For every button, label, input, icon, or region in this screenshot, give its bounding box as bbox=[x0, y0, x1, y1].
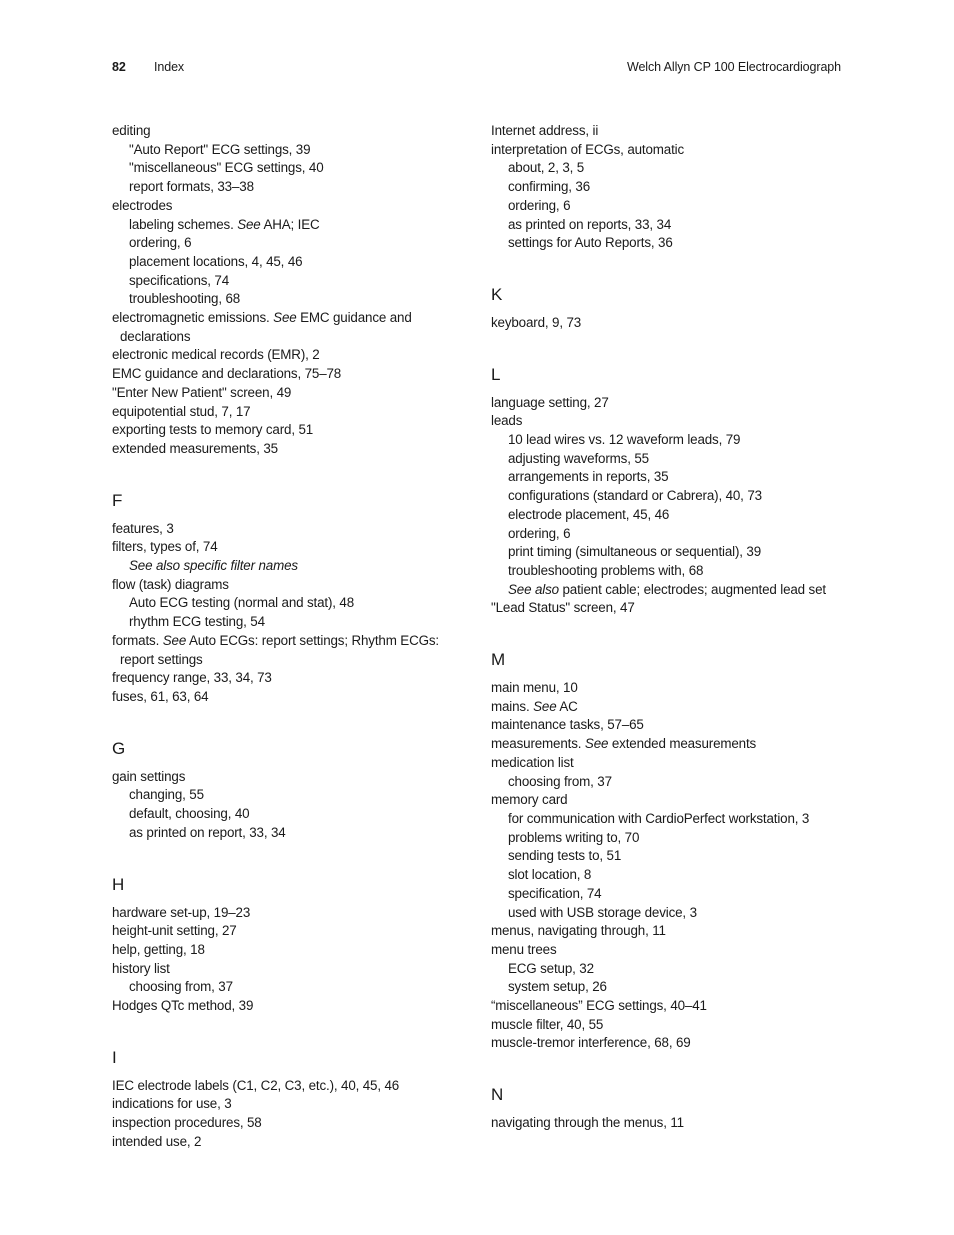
entry-text: menu trees bbox=[491, 941, 557, 957]
entry-text: confirming, 36 bbox=[508, 179, 591, 195]
see-reference: See bbox=[584, 736, 609, 752]
entry-text: "Lead Status" screen, 47 bbox=[491, 600, 635, 616]
heading-spacer bbox=[491, 1105, 841, 1114]
cross-reference: See also specific filter names bbox=[129, 558, 298, 574]
entry-text: history list bbox=[112, 960, 170, 976]
entry-text: frequency range, 33, 34, 73 bbox=[112, 670, 272, 686]
entry-text: equipotential stud, 7, 17 bbox=[112, 403, 251, 419]
entry-text: used with USB storage device, 3 bbox=[508, 904, 697, 920]
index-subentry bbox=[112, 178, 482, 197]
reference-target: AHA; IEC bbox=[260, 216, 320, 232]
entry-text: as printed on reports, 33, 34 bbox=[508, 216, 672, 232]
index-subentry bbox=[112, 613, 482, 632]
entry-text: adjusting waveforms, 55 bbox=[508, 450, 649, 466]
entry-text: navigating through the menus, 11 bbox=[491, 1115, 684, 1131]
entry-text: interpretation of ECGs, automatic bbox=[491, 141, 685, 157]
heading-spacer bbox=[112, 759, 482, 768]
entry-text: exporting tests to memory card, 51 bbox=[112, 422, 314, 438]
index-entry bbox=[112, 669, 482, 688]
entry-text: system setup, 26 bbox=[508, 979, 607, 995]
entry-text: report formats, 33–38 bbox=[129, 179, 254, 195]
index-subentry bbox=[491, 525, 841, 544]
index-entry bbox=[112, 384, 482, 403]
index-letter-heading: N bbox=[491, 1085, 504, 1105]
index-entry bbox=[491, 394, 841, 413]
index-subentry bbox=[491, 178, 841, 197]
index-subentry bbox=[112, 216, 482, 235]
reference-target: EMC guidance and bbox=[296, 310, 412, 326]
index-subentry bbox=[112, 594, 482, 613]
index-subentry bbox=[491, 904, 841, 923]
index-subentry bbox=[491, 581, 841, 600]
index-entry bbox=[491, 1034, 841, 1053]
index-subentry bbox=[491, 487, 841, 506]
entry-text: main menu, 10 bbox=[491, 680, 578, 696]
index-entry bbox=[112, 122, 482, 141]
index-column-left bbox=[112, 122, 482, 1152]
entry-text: Hodges QTc method, 39 bbox=[112, 998, 254, 1014]
entry-text: filters, types of, 74 bbox=[112, 539, 218, 555]
entry-text: muscle-tremor interference, 68, 69 bbox=[491, 1035, 691, 1051]
index-subentry bbox=[491, 431, 841, 450]
entry-text: electromagnetic emissions. bbox=[112, 310, 274, 326]
index-entry bbox=[491, 791, 841, 810]
index-subentry bbox=[491, 773, 841, 792]
entry-text: slot location, 8 bbox=[508, 867, 592, 883]
heading-spacer bbox=[112, 1068, 482, 1077]
section-title: Index bbox=[154, 60, 185, 74]
section-gap bbox=[112, 459, 482, 491]
entry-text: rhythm ECG testing, 54 bbox=[129, 614, 265, 630]
entry-text: keyboard, 9, 73 bbox=[491, 314, 582, 330]
index-subentry bbox=[491, 197, 841, 216]
index-entry bbox=[112, 1095, 482, 1114]
index-letter-heading: G bbox=[112, 738, 126, 758]
entry-text: ordering, 6 bbox=[508, 525, 571, 541]
index-subentry bbox=[112, 141, 482, 160]
entry-text: leads bbox=[491, 413, 523, 429]
entry-text: formats. bbox=[112, 632, 163, 648]
index-entry bbox=[112, 1133, 482, 1152]
entry-text: choosing from, 37 bbox=[129, 979, 233, 995]
index-subentry bbox=[112, 557, 482, 576]
entry-text: specifications, 74 bbox=[129, 272, 230, 288]
index-entry-continuation bbox=[112, 651, 482, 670]
entry-text: maintenance tasks, 57–65 bbox=[491, 717, 644, 733]
index-entry bbox=[491, 141, 841, 160]
entry-text: troubleshooting problems with, 68 bbox=[508, 562, 704, 578]
entry-text: electrodes bbox=[112, 197, 173, 213]
index-entry bbox=[112, 403, 482, 422]
section-gap bbox=[491, 253, 841, 285]
index-entry-continuation bbox=[112, 328, 482, 347]
entry-text: default, choosing, 40 bbox=[129, 806, 250, 822]
entry-text: height-unit setting, 27 bbox=[112, 923, 237, 939]
entry-text: extended measurements, 35 bbox=[112, 440, 278, 456]
entry-text: about, 2, 3, 5 bbox=[508, 160, 585, 176]
reference-target: Auto ECGs: report settings; Rhythm ECGs: bbox=[186, 632, 439, 648]
index-subentry bbox=[491, 468, 841, 487]
index-entry bbox=[112, 346, 482, 365]
index-entry bbox=[491, 1016, 841, 1035]
entry-text: "Auto Report" ECG settings, 39 bbox=[129, 141, 311, 157]
index-entry bbox=[491, 735, 841, 754]
index-subentry bbox=[112, 253, 482, 272]
entry-text: IEC electrode labels (C1, C2, C3, etc.), 40, 45, 46 bbox=[112, 1077, 400, 1093]
index-entry bbox=[112, 365, 482, 384]
heading-spacer bbox=[491, 385, 841, 394]
index-subentry bbox=[491, 829, 841, 848]
index-entry bbox=[491, 679, 841, 698]
index-subentry bbox=[491, 885, 841, 904]
index-subentry bbox=[491, 810, 841, 829]
entry-text: hardware set-up, 19–23 bbox=[112, 904, 251, 920]
index-entry bbox=[112, 941, 482, 960]
index-entry bbox=[491, 941, 841, 960]
index-entry bbox=[491, 997, 841, 1016]
index-entry bbox=[112, 1114, 482, 1133]
index-letter-heading: L bbox=[491, 364, 501, 384]
index-subentry bbox=[112, 978, 482, 997]
entry-text: ordering, 6 bbox=[508, 197, 571, 213]
heading-spacer bbox=[491, 670, 841, 679]
entry-text: labeling schemes. bbox=[129, 216, 238, 232]
entry-text: features, 3 bbox=[112, 520, 174, 536]
index-entry bbox=[112, 520, 482, 539]
index-entry bbox=[491, 412, 841, 431]
reference-target: extended measurements bbox=[608, 736, 757, 752]
section-gap bbox=[491, 618, 841, 650]
heading-spacer bbox=[491, 305, 841, 314]
entry-text: muscle filter, 40, 55 bbox=[491, 1016, 604, 1032]
entry-text: fuses, 61, 63, 64 bbox=[112, 688, 209, 704]
index-entry bbox=[112, 688, 482, 707]
entry-text: placement locations, 4, 45, 46 bbox=[129, 253, 303, 269]
entry-text: indications for use, 3 bbox=[112, 1096, 232, 1112]
index-subentry bbox=[491, 562, 841, 581]
index-entry bbox=[491, 754, 841, 773]
index-entry bbox=[491, 1114, 841, 1133]
index-letter-heading: K bbox=[491, 284, 503, 304]
index-subentry bbox=[491, 866, 841, 885]
entry-text: specification, 74 bbox=[508, 885, 602, 901]
entry-text: print timing (simultaneous or sequential), 39 bbox=[508, 544, 762, 560]
index-subentry bbox=[491, 847, 841, 866]
document-title: Welch Allyn CP 100 Electrocardiograph bbox=[626, 60, 841, 74]
index-subentry bbox=[491, 543, 841, 562]
index-entry bbox=[112, 440, 482, 459]
index-entry bbox=[491, 599, 841, 618]
entry-text: mains. bbox=[491, 698, 534, 714]
entry-text: "miscellaneous" ECG settings, 40 bbox=[129, 160, 324, 176]
index-entry bbox=[491, 122, 841, 141]
index-subentry bbox=[112, 159, 482, 178]
section-gap bbox=[112, 1016, 482, 1048]
entry-text: intended use, 2 bbox=[112, 1133, 202, 1149]
section-gap bbox=[491, 333, 841, 365]
section-gap bbox=[491, 1053, 841, 1085]
entry-text: “miscellaneous” ECG settings, 40–41 bbox=[491, 998, 707, 1014]
heading-spacer bbox=[112, 511, 482, 520]
index-subentry bbox=[112, 786, 482, 805]
entry-text: report settings bbox=[120, 651, 203, 667]
entry-text: editing bbox=[112, 123, 151, 138]
index-entry bbox=[112, 576, 482, 595]
entry-text: choosing from, 37 bbox=[508, 773, 612, 789]
index-subentry bbox=[112, 824, 482, 843]
entry-text: changing, 55 bbox=[129, 787, 204, 803]
page-number: 82 bbox=[112, 60, 126, 74]
index-letter-heading: F bbox=[112, 490, 123, 510]
entry-text: electronic medical records (EMR), 2 bbox=[112, 347, 320, 363]
index-entry bbox=[112, 904, 482, 923]
entry-text: flow (task) diagrams bbox=[112, 576, 229, 592]
index-entry bbox=[491, 716, 841, 735]
entry-text: EMC guidance and declarations, 75–78 bbox=[112, 366, 342, 382]
see-reference: See bbox=[162, 632, 187, 648]
index-entry bbox=[112, 768, 482, 787]
index-subentry bbox=[112, 290, 482, 309]
index-entry bbox=[112, 922, 482, 941]
entry-text: as printed on report, 33, 34 bbox=[129, 824, 286, 840]
entry-text: electrode placement, 45, 46 bbox=[508, 506, 670, 522]
reference-target: AC bbox=[556, 698, 578, 714]
index-letter-heading: M bbox=[491, 650, 506, 670]
index-subentry bbox=[491, 159, 841, 178]
index-entry bbox=[112, 997, 482, 1016]
entry-text: arrangements in reports, 35 bbox=[508, 469, 669, 485]
entry-text: declarations bbox=[120, 328, 191, 344]
see-reference: See bbox=[273, 310, 297, 326]
index-entry bbox=[112, 309, 482, 328]
entry-text: problems writing to, 70 bbox=[508, 829, 640, 845]
index-entry bbox=[112, 538, 482, 557]
entry-text: ECG setup, 32 bbox=[508, 960, 594, 976]
entry-text: language setting, 27 bbox=[491, 394, 609, 410]
entry-text: Auto ECG testing (normal and stat), 48 bbox=[129, 595, 355, 611]
section-gap bbox=[112, 707, 482, 739]
index-entry bbox=[112, 1077, 482, 1096]
entry-text: "Enter New Patient" screen, 49 bbox=[112, 384, 292, 400]
entry-text: memory card bbox=[491, 792, 568, 808]
entry-text: ordering, 6 bbox=[129, 235, 192, 251]
index-subentry bbox=[491, 234, 841, 253]
entry-text: configurations (standard or Cabrera), 40, 73 bbox=[508, 488, 762, 504]
index-column-right bbox=[491, 122, 841, 1133]
index-subentry bbox=[491, 216, 841, 235]
entry-text: measurements. bbox=[491, 736, 585, 752]
index-entry bbox=[112, 632, 482, 651]
entry-text: gain settings bbox=[112, 768, 186, 784]
entry-text: sending tests to, 51 bbox=[508, 848, 622, 864]
index-entry bbox=[112, 960, 482, 979]
index-subentry bbox=[491, 978, 841, 997]
entry-text: Internet address, ii bbox=[491, 123, 599, 138]
entry-text: for communication with CardioPerfect workstation, 3 bbox=[508, 810, 810, 826]
index-letter-heading: H bbox=[112, 874, 125, 894]
index-subentry bbox=[491, 960, 841, 979]
entry-text: settings for Auto Reports, 36 bbox=[508, 235, 673, 251]
entry-text: inspection procedures, 58 bbox=[112, 1115, 262, 1131]
entry-text: medication list bbox=[491, 754, 574, 770]
index-entry bbox=[491, 314, 841, 333]
index-subentry bbox=[491, 506, 841, 525]
index-entry bbox=[491, 698, 841, 717]
see-reference: See also bbox=[508, 581, 559, 597]
section-gap bbox=[112, 843, 482, 875]
index-letter-heading: I bbox=[112, 1047, 117, 1067]
index-subentry bbox=[112, 272, 482, 291]
index-entry bbox=[491, 922, 841, 941]
index-subentry bbox=[112, 805, 482, 824]
index-subentry bbox=[491, 450, 841, 469]
entry-text: menus, navigating through, 11 bbox=[491, 923, 666, 939]
entry-text: troubleshooting, 68 bbox=[129, 291, 241, 307]
index-subentry bbox=[112, 234, 482, 253]
heading-spacer bbox=[112, 895, 482, 904]
entry-text: help, getting, 18 bbox=[112, 941, 205, 957]
reference-target: patient cable; electrodes; augmented lead set bbox=[558, 581, 826, 597]
entry-text: 10 lead wires vs. 12 waveform leads, 79 bbox=[508, 432, 741, 448]
see-reference: See bbox=[533, 698, 557, 714]
see-reference: See bbox=[237, 216, 261, 232]
index-entry bbox=[112, 197, 482, 216]
index-entry bbox=[112, 421, 482, 440]
